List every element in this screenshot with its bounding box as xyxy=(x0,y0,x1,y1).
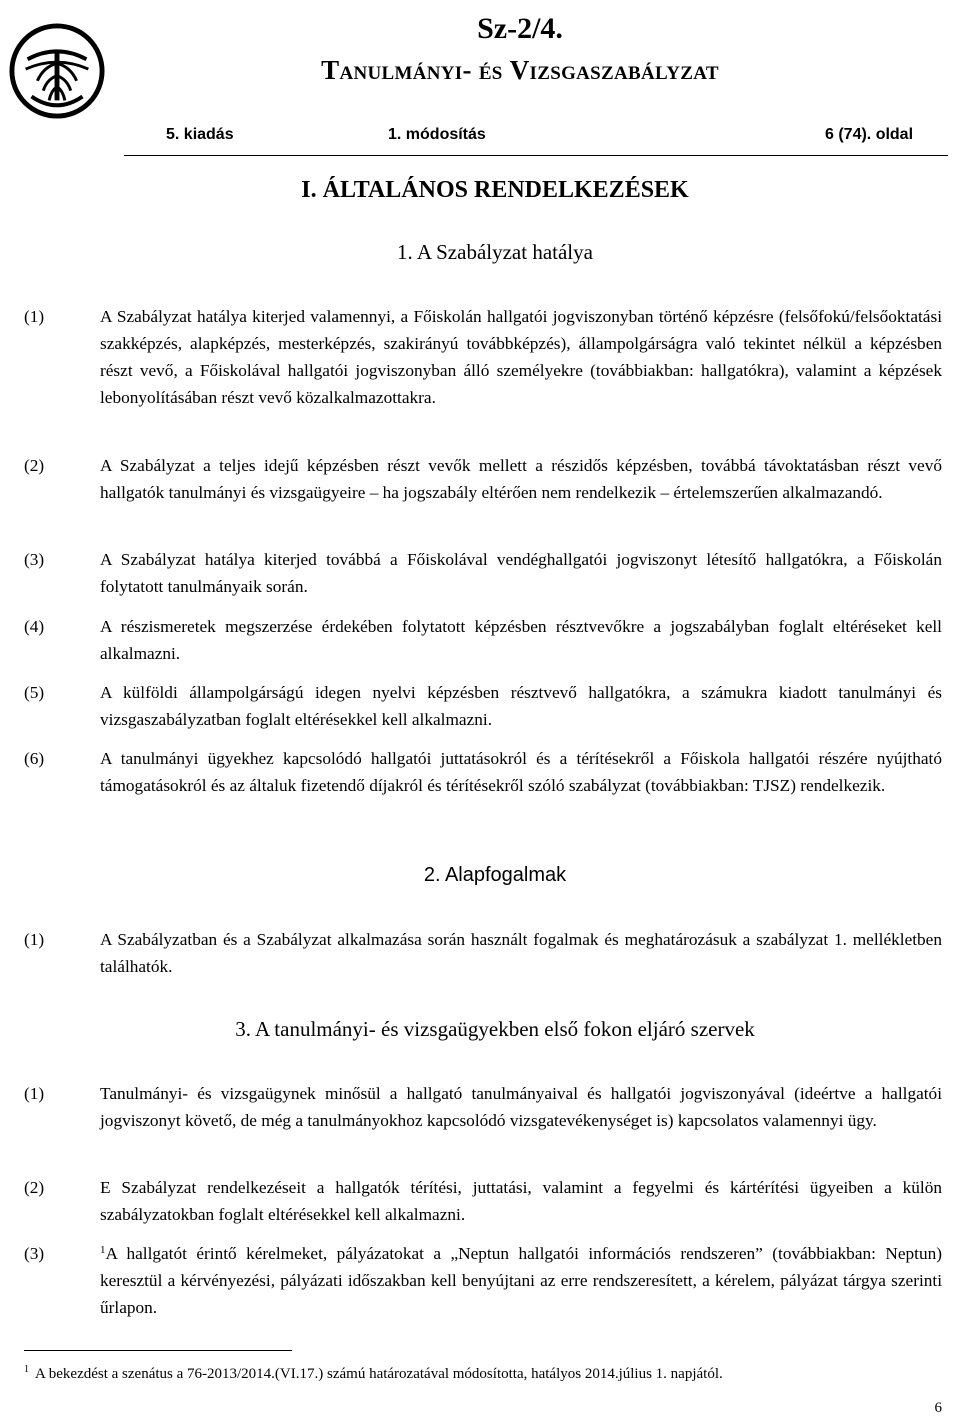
paragraph-number: (1) xyxy=(24,307,45,326)
paragraph-text: A tanulmányi ügyekhez kapcsolódó hallgatói juttatásokról és a térítésekről a Főiskola hallgatói részére nyújtható támogatásokról és az általuk fizetendő díjakról és térítésekről szóló szabályzat (továbbiakban: TJSZ) rendelkezik. xyxy=(100,749,942,795)
chapter-title: I. ÁLTALÁNOS RENDELKEZÉSEK xyxy=(301,177,689,203)
section-heading-1: 1. A Szabályzat hatálya xyxy=(397,240,593,264)
paragraph-text: A Szabályzat a teljes idejű képzésben részt vevők mellett a részidős képzésben, továbbá távoktatásban részt vevő hallgatók tanulmányi és vizsgaügyeire – ha jogszabály eltérően nem rendelkezik – értelemszerűen alkalmazandó. xyxy=(100,456,942,502)
paragraph-number: (1) xyxy=(24,930,45,949)
document-title xyxy=(0,55,960,86)
footnote-text: A bekezdést a szenátus a 76-2013/2014.(VI.17.) számú határozatával módosította, hatályos 2014.július 1. napjától. xyxy=(35,1366,723,1382)
paragraph-1-2 xyxy=(24,452,942,506)
paragraph-text xyxy=(100,1240,942,1321)
paragraph-2-1 xyxy=(24,926,942,980)
document-title-part1: Tanulmányi- és xyxy=(321,55,503,85)
document-title-part2: Vizsgaszabályzat xyxy=(509,55,719,85)
section-heading-2: 2. Alapfogalmak xyxy=(423,864,567,886)
footnote xyxy=(24,1366,723,1383)
section-heading-3: 3. A tanulmányi- és vizsgaügyekben első fokon eljáró szervek xyxy=(235,1017,755,1041)
paragraph-text-body: A hallgatót érintő kérelmeket, pályázatokat a „Neptun hallgatói információs rendszeren” (továbbiakban: Neptun) keresztül a kérvényezési, pályázati időszakban kell benyújtani az erre rendszeresített, a kérelem, pályázat tárgya szerinti űrlapon. xyxy=(100,1244,942,1317)
document-code: Sz-2/4. xyxy=(477,12,563,45)
paragraph-number: (2) xyxy=(24,1178,45,1197)
paragraph-text: Tanulmányi- és vizsgaügynek minősül a hallgató tanulmányaival és hallgatói jogviszonyával (ideértve a hallgatói jogviszonyt követő, de még a tanulmányokhoz kapcsolódó vizsgatevékenységet is) kapcsolatos valamennyi ügy. xyxy=(100,1084,942,1130)
paragraph-1-1 xyxy=(24,303,942,411)
paragraph-text: A Szabályzatban és a Szabályzat alkalmazása során használt fogalmak és meghatározásuk a szabályzat 1. mellékletben találhatók. xyxy=(100,930,942,976)
footnote-reference[interactable]: 1 xyxy=(100,1244,106,1256)
paragraph-number: (3) xyxy=(24,1244,45,1263)
paragraph-number: (3) xyxy=(24,550,45,569)
footnote-divider xyxy=(24,1350,292,1351)
page-indicator: 6 (74). oldal xyxy=(825,126,914,143)
paragraph-text: E Szabályzat rendelkezéseit a hallgatók térítési, juttatási, valamint a fegyelmi és kártérítési ügyeiben a külön szabályzatokban foglalt eltérésekkel kell alkalmazni. xyxy=(100,1178,942,1224)
edition-label: 5. kiadás xyxy=(166,126,234,143)
paragraph-text: A Szabályzat hatálya kiterjed továbbá a Főiskolával vendéghallgatói jogviszonyt létesítő hallgatókra, a Főiskolán folytatott tanulmányaik során. xyxy=(100,550,942,596)
paragraph-1-5 xyxy=(24,679,942,733)
paragraph-number: (2) xyxy=(24,456,45,475)
paragraph-1-4 xyxy=(24,613,942,667)
paragraph-3-3 xyxy=(24,1240,942,1321)
footnote-marker: 1 xyxy=(24,1364,29,1375)
paragraph-text: A külföldi állampolgárságú idegen nyelvi képzésben résztvevő hallgatókra, a számukra kiadott tanulmányi és vizsgaszabályzatban foglalt eltérésekkel kell alkalmazni. xyxy=(100,683,942,729)
paragraph-number: (1) xyxy=(24,1084,45,1103)
paragraph-number: (4) xyxy=(24,617,45,636)
page-number: 6 xyxy=(934,1400,942,1416)
paragraph-3-2 xyxy=(24,1174,942,1228)
paragraph-3-1 xyxy=(24,1080,942,1134)
paragraph-text: A Szabályzat hatálya kiterjed valamennyi, a Főiskolán hallgatói jogviszonyban történő képzésre (felsőfokú/felsőoktatási szakképzés, alapképzés, mesterképzés, szakirányú továbbképzés), állampolgárságra való tekintet nélkül a képzésben részt vevő, a Főiskolával hallgatói jogviszonyban álló személyekre (továbbiakban: hallgatókra), valamint a képzések lebonyolításában részt vevő közalkalmazottakra. xyxy=(100,307,942,407)
header-divider xyxy=(124,155,948,156)
paragraph-number: (6) xyxy=(24,749,45,768)
modification-label: 1. módosítás xyxy=(388,126,486,143)
paragraph-1-3 xyxy=(24,546,942,600)
paragraph-1-6 xyxy=(24,745,942,799)
paragraph-text: A részismeretek megszerzése érdekében folytatott képzésben résztvevőkre a jogszabályban foglalt eltéréseket kell alkalmazni. xyxy=(100,617,942,663)
paragraph-number: (5) xyxy=(24,683,45,702)
